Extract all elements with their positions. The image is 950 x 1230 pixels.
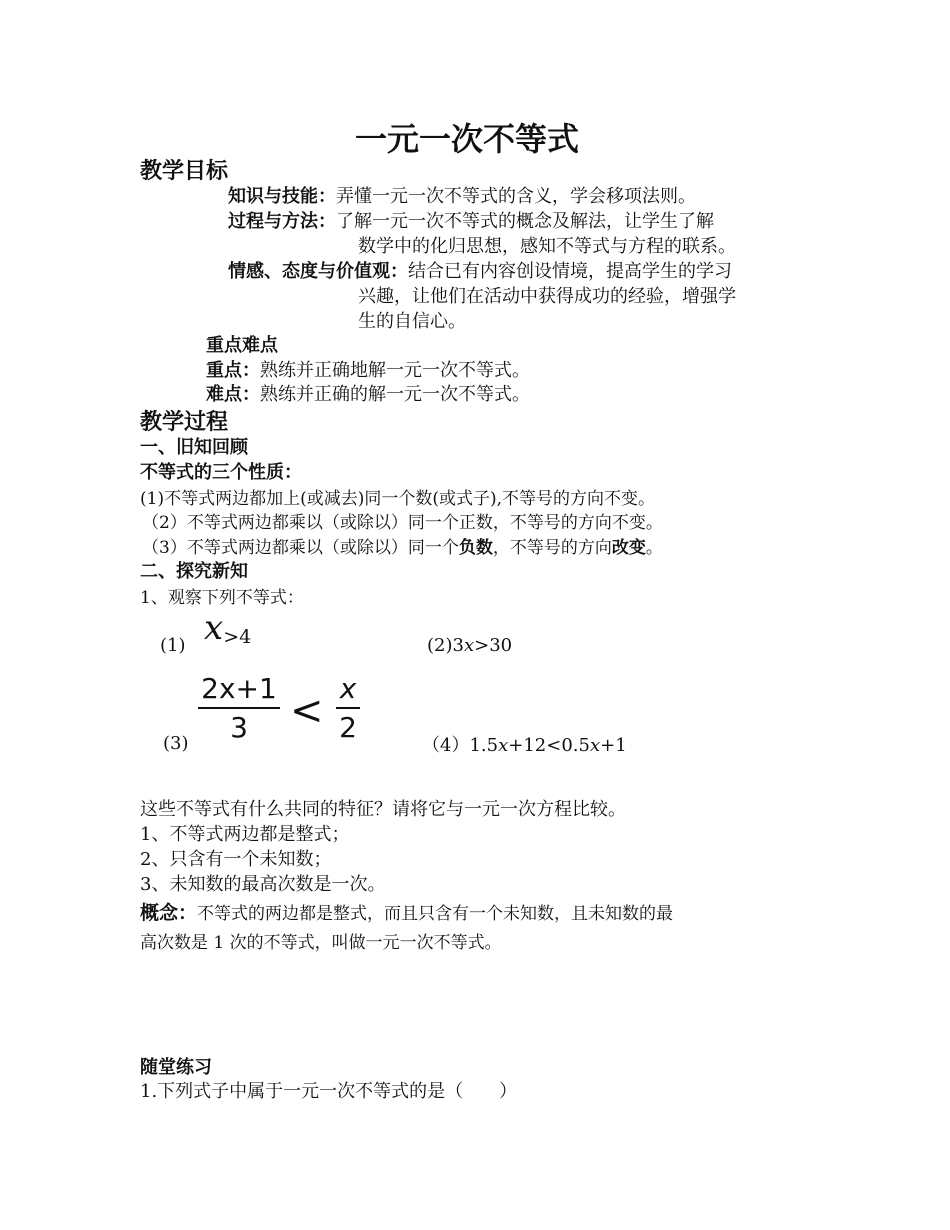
process-line2: 数学中的化归思想，感知不等式与方程的联系。 [358, 236, 736, 257]
process-line1: 了解一元一次不等式的概念及解法，让学生了解 [336, 211, 714, 232]
feature-3: 3、未知数的最高次数是一次。 [140, 874, 386, 895]
knowledge-text: 弄懂一元一次不等式的含义，学会移项法则。 [336, 186, 696, 207]
explore-heading: 二、探究新知 [140, 561, 248, 582]
process-label: 过程与方法： [228, 211, 336, 232]
key-row [206, 356, 530, 382]
keypoints-heading: 重点难点 [206, 335, 278, 356]
knowledge-row [228, 182, 696, 208]
property-3: （3）不等式两边都乘以（或除以）同一个负数，不等号的方向改变。 [142, 538, 663, 558]
process-row [228, 207, 714, 233]
feature-2: 2、只含有一个未知数； [140, 849, 332, 870]
observe-line: 1、观察下列不等式： [140, 588, 304, 608]
negative-number-emphasis: 负数 [458, 538, 493, 558]
ex3-label: (3) [163, 733, 189, 754]
emotion-line1: 结合已有内容创设情境，提高学生的学习 [408, 261, 732, 282]
properties-heading: 不等式的三个性质： [140, 462, 302, 483]
key-label: 重点： [206, 360, 260, 381]
ex3-less-than: < [290, 688, 324, 734]
feature-1: 1、不等式两边都是整式； [140, 824, 350, 845]
property-1: (1)不等式两边都加上(或减去)同一个数(或式子),不等号的方向不变。 [140, 489, 656, 509]
emotion-row [228, 257, 732, 283]
emotion-line3: 生的自信心。 [358, 311, 466, 332]
ex3-left-fraction: 2x+1 3 [196, 672, 282, 744]
process-heading: 教学过程 [140, 410, 229, 435]
concept-label: 概念： [140, 902, 198, 924]
key-text: 熟练并正确地解一元一次不等式。 [260, 360, 530, 381]
difficulty-row [206, 380, 530, 406]
question-line: 这些不等式有什么共同的特征？请将它与一元一次方程比较。 [140, 799, 626, 820]
concept-row [140, 898, 673, 925]
ex1-label: (1) [160, 635, 186, 656]
ex2-expression: (2)3x>30 [427, 635, 513, 656]
ex4-expression: （4）1.5x+12<0.5x+1 [422, 735, 627, 756]
ex1-expression: x>4 [204, 608, 252, 648]
emotion-label: 情感、态度与价值观： [228, 261, 408, 282]
goals-heading: 教学目标 [140, 159, 229, 184]
review-heading: 一、旧知回顾 [140, 437, 248, 458]
practice-question-1: 1.下列式子中属于一元一次不等式的是（ ） [140, 1081, 518, 1102]
knowledge-label: 知识与技能： [228, 186, 336, 207]
difficulty-label: 难点： [206, 384, 260, 405]
emotion-line2: 兴趣，让他们在活动中获得成功的经验，增强学 [358, 286, 736, 307]
change-emphasis: 改变 [611, 538, 646, 558]
concept-line1: 不等式的两边都是整式，而且只含有一个未知数，且未知数的最 [197, 904, 674, 924]
practice-heading: 随堂练习 [140, 1057, 212, 1078]
concept-line2: 高次数是 1 次的不等式，叫做一元一次不等式。 [140, 933, 502, 953]
property-2: （2）不等式两边都乘以（或除以）同一个正数，不等号的方向不变。 [142, 513, 663, 533]
ex3-right-fraction: x 2 [334, 672, 362, 744]
page-title: 一元一次不等式 [355, 120, 580, 158]
difficulty-text: 熟练并正确的解一元一次不等式。 [260, 384, 530, 405]
